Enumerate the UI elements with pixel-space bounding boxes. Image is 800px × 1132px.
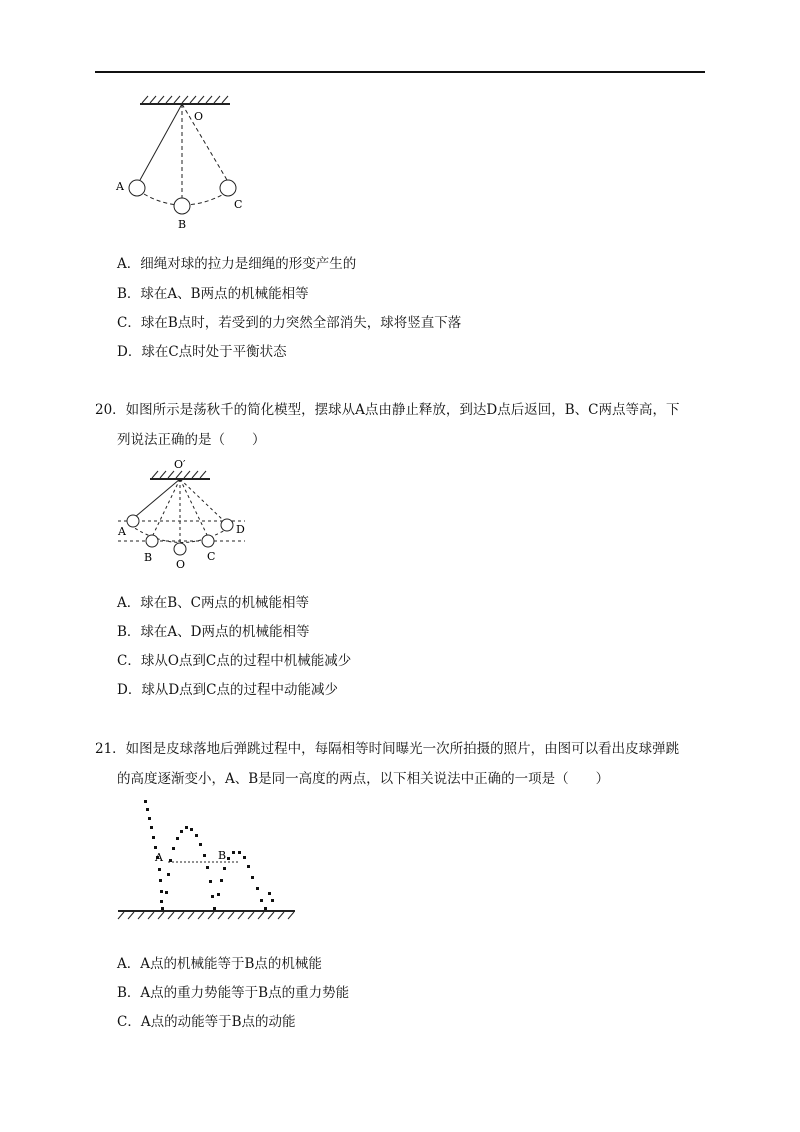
q21-stem-line2: 的高度逐渐变小，A、B是同一高度的两点，以下相关说法中正确的一项是（ ） [117, 771, 610, 787]
q20-stem-line2: 列说法正确的是（ ） [117, 432, 266, 448]
label-a: A [155, 851, 163, 864]
q19-option-d[interactable]: D．球在C点时处于平衡状态 [117, 344, 287, 360]
label-o: O [176, 558, 186, 571]
q20-option-d[interactable]: D．球从D点到C点的过程中动能减少 [117, 682, 338, 698]
label-a: A [116, 180, 124, 193]
q21-option-b[interactable]: B．A点的重力势能等于B点的重力势能 [117, 985, 350, 1001]
q20-stem-line1: 20．如图所示是荡秋千的简化模型，摆球从A点由静止释放，到达D点后返回，B、C两点等高，下 [95, 402, 680, 418]
q19-option-c[interactable]: C．球在B点时，若受到的力突然全部消失，球将竖直下落 [117, 315, 462, 331]
label-c: C [207, 550, 216, 563]
q20-option-a[interactable]: A．球在B、C两点的机械能相等 [117, 595, 309, 611]
bouncing-ball-figure-q21 [110, 795, 300, 920]
label-d: D [236, 523, 245, 536]
label-b: B [178, 218, 187, 231]
q19-option-b[interactable]: B．球在A、B两点的机械能相等 [117, 286, 309, 302]
q20-option-c[interactable]: C．球从O点到C点的过程中机械能减少 [117, 653, 352, 669]
q21-option-c[interactable]: C．A点的动能等于B点的动能 [117, 1014, 296, 1030]
pendulum-figure-q19 [110, 92, 260, 232]
label-o: O [194, 110, 204, 123]
header-rule [95, 71, 705, 73]
label-b: B [218, 849, 227, 862]
label-c: C [234, 198, 243, 211]
swing-figure-q20 [110, 455, 260, 573]
label-o-prime: O′ [174, 458, 186, 471]
q19-option-a[interactable]: A．细绳对球的拉力是细绳的形变产生的 [117, 256, 357, 272]
q20-option-b[interactable]: B．球在A、D两点的机械能相等 [117, 624, 310, 640]
label-a: A [118, 525, 126, 538]
label-b: B [144, 551, 153, 564]
q21-option-a[interactable]: A．A点的机械能等于B点的机械能 [117, 956, 322, 972]
q21-stem-line1: 21．如图是皮球落地后弹跳过程中，每隔相等时间曝光一次所拍摄的照片，由图可以看出皮球弹跳 [95, 741, 680, 757]
